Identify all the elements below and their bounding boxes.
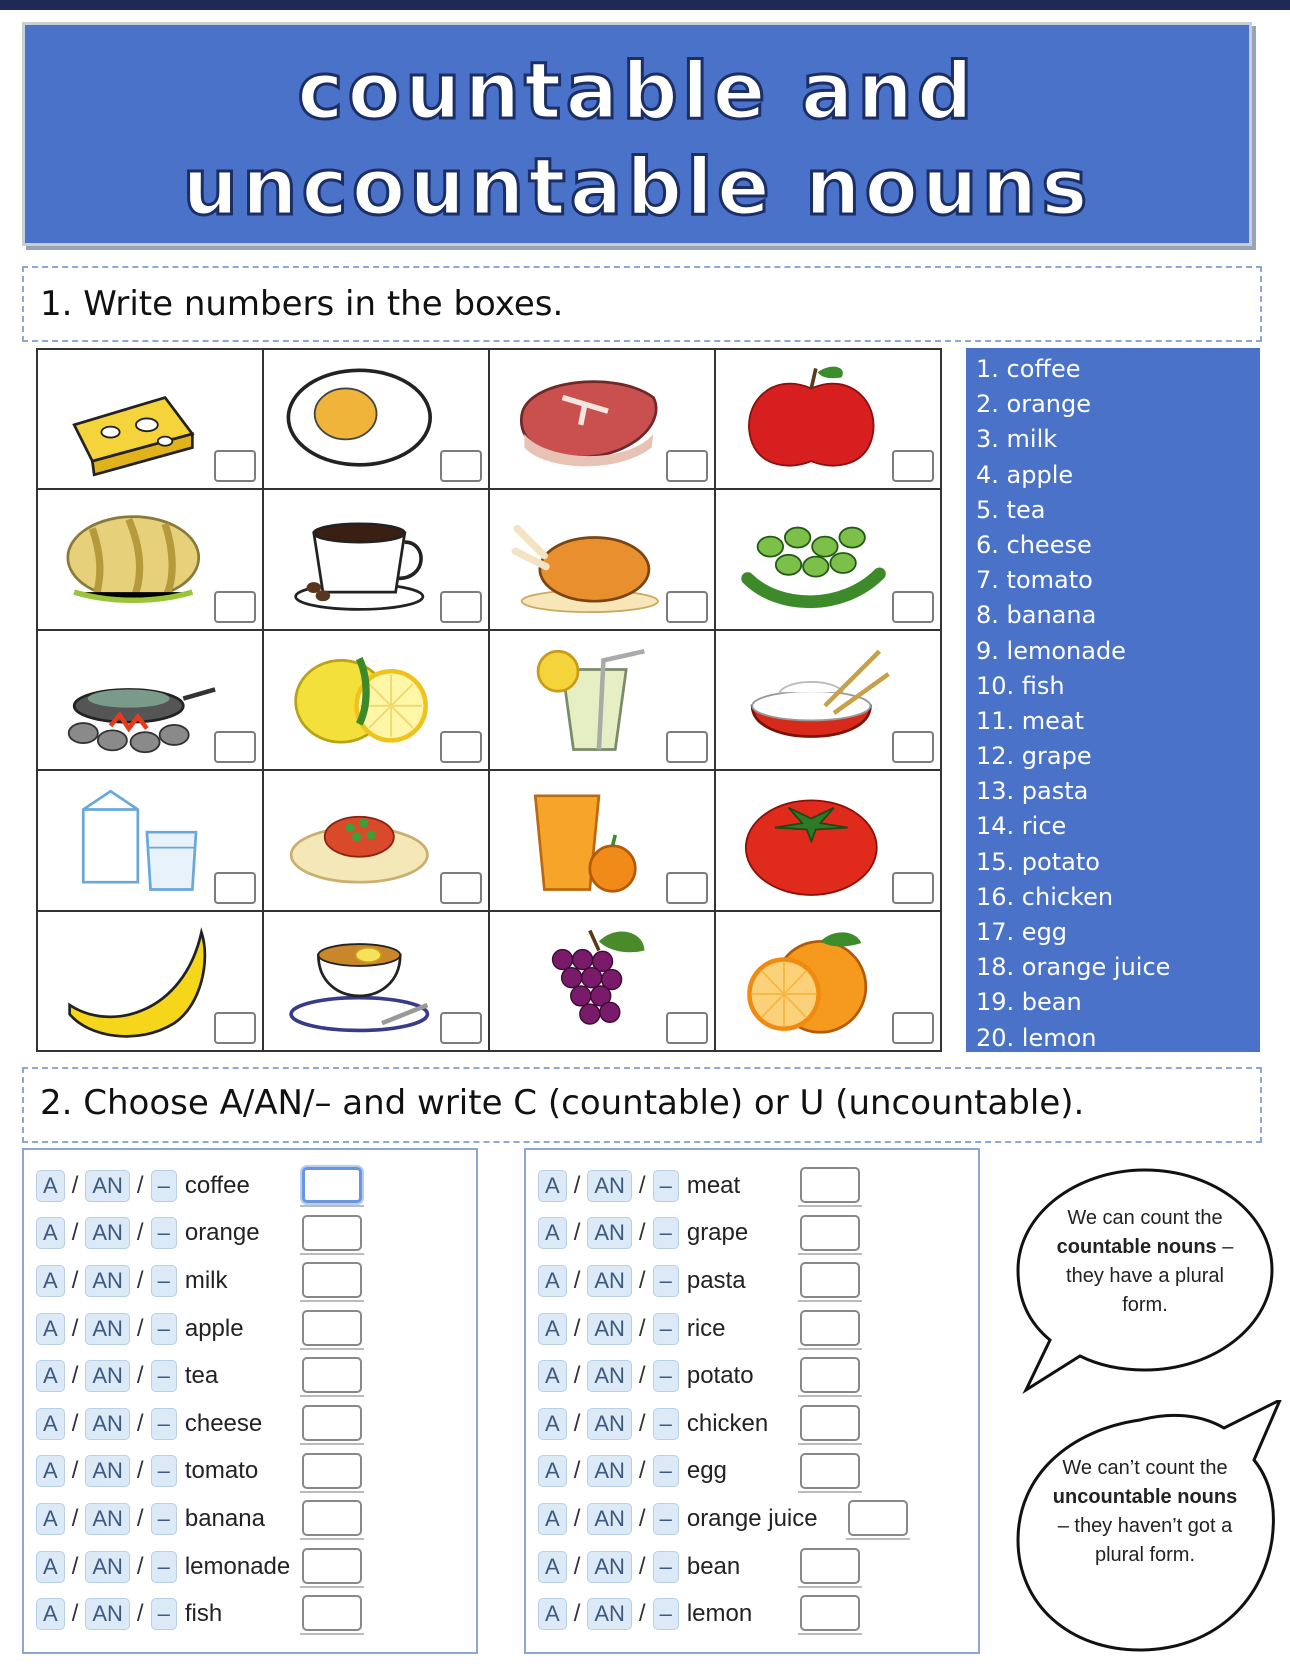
number-answer-box[interactable] [214, 450, 256, 482]
answer-underline [798, 1300, 862, 1302]
picture-cell [263, 630, 489, 770]
title-line-2: uncountable nouns [182, 143, 1092, 233]
choice-none-button[interactable]: – [151, 1217, 177, 1249]
chicken-picture [508, 498, 668, 618]
tomato-picture [734, 779, 894, 899]
separator: / [71, 1457, 79, 1485]
noun-label: milk [184, 1266, 228, 1294]
noun-label: pasta [686, 1266, 746, 1294]
choice-row [538, 1352, 978, 1400]
choice-none-button[interactable]: – [653, 1313, 679, 1345]
choice-an-button[interactable]: AN [85, 1598, 130, 1630]
number-answer-box[interactable] [892, 450, 934, 482]
word-list-item: 14. rice [976, 812, 1067, 841]
picture-cell [37, 489, 263, 629]
separator: / [638, 1219, 646, 1247]
picture-cell [489, 770, 715, 910]
choice-row [538, 1305, 978, 1353]
separator: / [638, 1171, 646, 1199]
picture-cell [37, 911, 263, 1051]
separator: / [136, 1314, 144, 1342]
separator: / [638, 1362, 646, 1390]
cu-answer-box[interactable] [302, 1262, 362, 1298]
choice-an-button[interactable]: AN [587, 1408, 632, 1440]
separator: / [71, 1409, 79, 1437]
word-list-item: 10. fish [976, 671, 1065, 700]
pasta-picture [282, 779, 442, 899]
choice-a-button[interactable]: A [36, 1598, 65, 1630]
answer-underline [300, 1586, 364, 1588]
answer-underline [798, 1395, 862, 1397]
choice-a-button[interactable]: A [36, 1313, 65, 1345]
number-answer-box[interactable] [214, 1012, 256, 1044]
choice-none-button[interactable]: – [151, 1598, 177, 1630]
number-answer-box[interactable] [666, 731, 708, 763]
choice-an-button[interactable]: AN [85, 1217, 130, 1249]
choice-a-button[interactable]: A [36, 1551, 65, 1583]
word-list-item: 5. tea [976, 495, 1046, 524]
word-list-item: 19. bean [976, 988, 1082, 1017]
separator: / [136, 1409, 144, 1437]
picture-cell [37, 349, 263, 489]
fish-picture [56, 639, 216, 759]
noun-label: tomato [184, 1457, 259, 1485]
noun-label: meat [686, 1171, 741, 1199]
word-list-item: 12. grape [976, 742, 1092, 771]
choice-none-button[interactable]: – [653, 1455, 679, 1487]
choice-row [538, 1448, 978, 1496]
separator: / [136, 1600, 144, 1628]
picture-cell [489, 489, 715, 629]
picture-cell [263, 349, 489, 489]
choice-an-button[interactable]: AN [85, 1360, 130, 1392]
picture-cell [37, 630, 263, 770]
separator: / [136, 1266, 144, 1294]
rice-picture [734, 639, 894, 759]
word-list-item: 6. cheese [976, 530, 1092, 559]
separator: / [136, 1504, 144, 1532]
word-list-item: 17. egg [976, 918, 1068, 946]
milk-picture [56, 779, 216, 899]
task-1-heading-box [22, 266, 1262, 342]
separator: / [136, 1457, 144, 1485]
number-answer-box[interactable] [892, 1012, 934, 1044]
choice-none-button[interactable]: – [151, 1455, 177, 1487]
choice-row [538, 1543, 978, 1591]
choice-a-button[interactable]: A [538, 1360, 567, 1392]
choice-an-button[interactable]: AN [587, 1598, 632, 1630]
choice-none-button[interactable]: – [653, 1170, 679, 1202]
noun-label: tea [184, 1362, 219, 1390]
orange-picture [734, 920, 894, 1040]
uncountable-speech-bubble [1010, 1400, 1286, 1670]
answer-underline [300, 1205, 364, 1207]
word-list-item: 3. milk [976, 425, 1058, 454]
cu-answer-box[interactable] [800, 1548, 860, 1584]
cu-answer-box[interactable] [302, 1167, 362, 1203]
noun-label: bean [686, 1552, 741, 1580]
picture-cell [715, 911, 941, 1051]
picture-cell [715, 630, 941, 770]
separator: / [573, 1219, 581, 1247]
choice-row [538, 1257, 978, 1305]
choice-a-button[interactable]: A [36, 1503, 65, 1535]
answer-underline [300, 1491, 364, 1493]
answer-underline [798, 1633, 862, 1635]
picture-cell [37, 770, 263, 910]
separator: / [638, 1504, 646, 1532]
number-answer-box[interactable] [666, 450, 708, 482]
choice-a-button[interactable]: A [36, 1217, 65, 1249]
number-answer-box[interactable] [892, 731, 934, 763]
answer-underline [846, 1538, 910, 1540]
choice-a-button[interactable]: A [538, 1170, 567, 1202]
answer-underline [300, 1348, 364, 1350]
word-list-item: 20. lemon [976, 1023, 1097, 1052]
separator: / [573, 1314, 581, 1342]
answer-underline [300, 1443, 364, 1445]
separator: / [71, 1171, 79, 1199]
picture-grid [36, 348, 942, 1052]
choice-none-button[interactable]: – [151, 1551, 177, 1583]
choice-a-button[interactable]: A [538, 1313, 567, 1345]
choice-row [36, 1448, 476, 1496]
separator: / [573, 1266, 581, 1294]
cu-answer-box[interactable] [848, 1500, 908, 1536]
choice-an-button[interactable]: AN [587, 1360, 632, 1392]
separator: / [638, 1457, 646, 1485]
number-answer-box[interactable] [440, 872, 482, 904]
separator: / [638, 1266, 646, 1294]
cu-answer-box[interactable] [302, 1357, 362, 1393]
choice-row [36, 1257, 476, 1305]
noun-label: grape [686, 1219, 749, 1247]
picture-cell [489, 630, 715, 770]
choice-row [538, 1590, 978, 1638]
choice-row [538, 1162, 978, 1210]
separator: / [573, 1504, 581, 1532]
choice-none-button[interactable]: – [653, 1551, 679, 1583]
separator: / [136, 1219, 144, 1247]
word-list-item: 11. meat [976, 706, 1085, 735]
word-list-item: 15. potato [976, 847, 1100, 876]
choice-row [36, 1162, 476, 1210]
choice-row [36, 1495, 476, 1543]
noun-label: chicken [686, 1409, 769, 1437]
choice-an-button[interactable]: AN [85, 1170, 130, 1202]
separator: / [71, 1266, 79, 1294]
noun-label: orange [184, 1219, 260, 1247]
tea-picture [282, 920, 442, 1040]
picture-cell [715, 770, 941, 910]
answer-underline [798, 1586, 862, 1588]
cu-answer-box[interactable] [800, 1453, 860, 1489]
choice-row [36, 1543, 476, 1591]
choice-a-button[interactable]: A [36, 1455, 65, 1487]
cu-answer-box[interactable] [800, 1357, 860, 1393]
choice-row [36, 1210, 476, 1258]
choice-a-button[interactable]: A [538, 1598, 567, 1630]
meat-picture [508, 358, 668, 478]
choice-a-button[interactable]: A [538, 1265, 567, 1297]
choice-a-button[interactable]: A [36, 1265, 65, 1297]
separator: / [573, 1552, 581, 1580]
choice-row [36, 1305, 476, 1353]
noun-label: apple [184, 1314, 244, 1342]
banana-picture [56, 920, 216, 1040]
cu-answer-box[interactable] [800, 1595, 860, 1631]
noun-label: fish [184, 1600, 223, 1628]
choice-an-button[interactable]: AN [587, 1551, 632, 1583]
title-line-1: countable and [297, 47, 977, 137]
egg-picture [282, 358, 442, 478]
picture-cell [263, 911, 489, 1051]
task-2-heading: 2. Choose A/AN/– and write C (countable) or U (uncountable). [40, 1083, 1085, 1123]
choice-a-button[interactable]: A [538, 1455, 567, 1487]
separator: / [71, 1219, 79, 1247]
countable-bubble-text: We can count the countable nouns – they have a plural form. [1056, 1207, 1234, 1316]
choice-an-button[interactable]: AN [587, 1503, 632, 1535]
separator: / [71, 1314, 79, 1342]
number-answer-box[interactable] [214, 872, 256, 904]
lemonade-picture [508, 639, 668, 759]
choice-none-button[interactable]: – [151, 1360, 177, 1392]
picture-cell [263, 489, 489, 629]
separator: / [71, 1362, 79, 1390]
choice-none-button[interactable]: – [653, 1503, 679, 1535]
choice-row [36, 1352, 476, 1400]
cu-answer-box[interactable] [800, 1405, 860, 1441]
coffee-picture [282, 498, 442, 618]
separator: / [136, 1362, 144, 1390]
choice-none-button[interactable]: – [653, 1265, 679, 1297]
answer-underline [798, 1491, 862, 1493]
separator: / [71, 1600, 79, 1628]
choice-an-button[interactable]: AN [587, 1265, 632, 1297]
word-list [966, 348, 1260, 1052]
choice-none-button[interactable]: – [151, 1265, 177, 1297]
answer-underline [798, 1443, 862, 1445]
separator: / [573, 1409, 581, 1437]
noun-label: rice [686, 1314, 726, 1342]
lemon-picture [282, 639, 442, 759]
uncountable-bubble-text: We can’t count the uncountable nouns – they haven’t got a plural form. [1052, 1457, 1238, 1566]
separator: / [638, 1600, 646, 1628]
word-list-item: 1. coffee [976, 355, 1081, 383]
separator: / [71, 1552, 79, 1580]
number-answer-box[interactable] [892, 872, 934, 904]
choice-none-button[interactable]: – [151, 1170, 177, 1202]
separator: / [573, 1457, 581, 1485]
cu-answer-box[interactable] [302, 1548, 362, 1584]
number-answer-box[interactable] [440, 731, 482, 763]
choice-none-button[interactable]: – [653, 1217, 679, 1249]
choice-none-button[interactable]: – [151, 1503, 177, 1535]
choice-an-button[interactable]: AN [587, 1217, 632, 1249]
choice-none-button[interactable]: – [653, 1408, 679, 1440]
choice-row [538, 1495, 978, 1543]
grape-picture [508, 920, 668, 1040]
choice-none-button[interactable]: – [653, 1598, 679, 1630]
word-list-item: 16. chicken [976, 882, 1114, 911]
answer-underline [798, 1348, 862, 1350]
cu-answer-box[interactable] [302, 1500, 362, 1536]
number-answer-box[interactable] [666, 872, 708, 904]
picture-cell [715, 349, 941, 489]
noun-label: lemonade [184, 1552, 291, 1580]
choice-row [36, 1590, 476, 1638]
separator: / [573, 1171, 581, 1199]
number-answer-box[interactable] [666, 591, 708, 623]
choice-an-button[interactable]: AN [587, 1313, 632, 1345]
separator: / [71, 1504, 79, 1532]
orange-juice-picture [508, 779, 668, 899]
cu-answer-box[interactable] [800, 1310, 860, 1346]
separator: / [638, 1409, 646, 1437]
number-answer-box[interactable] [440, 591, 482, 623]
choice-an-button[interactable]: AN [587, 1170, 632, 1202]
separator: / [573, 1362, 581, 1390]
bean-picture [734, 498, 894, 618]
top-border [0, 0, 1290, 10]
choice-an-button[interactable]: AN [85, 1265, 130, 1297]
choice-a-button[interactable]: A [538, 1503, 567, 1535]
task-1-heading: 1. Write numbers in the boxes. [40, 284, 564, 324]
choice-an-button[interactable]: AN [85, 1313, 130, 1345]
noun-label: egg [686, 1457, 727, 1485]
choice-an-button[interactable]: AN [85, 1551, 130, 1583]
separator: / [573, 1600, 581, 1628]
choice-none-button[interactable]: – [653, 1360, 679, 1392]
noun-label: orange juice [686, 1504, 818, 1532]
cu-answer-box[interactable] [800, 1215, 860, 1251]
number-answer-box[interactable] [214, 591, 256, 623]
choice-row [538, 1400, 978, 1448]
answer-underline [798, 1253, 862, 1255]
noun-label: banana [184, 1504, 265, 1532]
cu-answer-box[interactable] [302, 1310, 362, 1346]
number-answer-box[interactable] [440, 1012, 482, 1044]
cheese-picture [56, 358, 216, 478]
cu-answer-box[interactable] [302, 1595, 362, 1631]
number-answer-box[interactable] [440, 450, 482, 482]
potato-picture [56, 498, 216, 618]
choice-a-button[interactable]: A [36, 1170, 65, 1202]
picture-cell [263, 770, 489, 910]
title-banner [22, 22, 1252, 246]
choice-a-button[interactable]: A [538, 1217, 567, 1249]
choice-a-button[interactable]: A [538, 1408, 567, 1440]
answer-underline [798, 1205, 862, 1207]
number-answer-box[interactable] [214, 731, 256, 763]
task-2-heading-box [22, 1067, 1262, 1143]
choice-none-button[interactable]: – [151, 1313, 177, 1345]
choice-row [36, 1400, 476, 1448]
choice-column-right [524, 1148, 980, 1654]
cu-answer-box[interactable] [800, 1262, 860, 1298]
choice-a-button[interactable]: A [36, 1408, 65, 1440]
countable-speech-bubble [1010, 1160, 1280, 1400]
answer-underline [300, 1395, 364, 1397]
choice-none-button[interactable]: – [151, 1408, 177, 1440]
cu-answer-box[interactable] [800, 1167, 860, 1203]
number-answer-box[interactable] [666, 1012, 708, 1044]
word-list-item: 4. apple [976, 460, 1074, 489]
cu-answer-box[interactable] [302, 1405, 362, 1441]
answer-underline [300, 1300, 364, 1302]
separator: / [136, 1171, 144, 1199]
separator: / [638, 1552, 646, 1580]
apple-picture [734, 358, 894, 478]
separator: / [638, 1314, 646, 1342]
answer-underline [300, 1538, 364, 1540]
word-list-item: 2. orange [976, 390, 1091, 419]
choice-an-button[interactable]: AN [85, 1455, 130, 1487]
picture-cell [489, 349, 715, 489]
noun-label: cheese [184, 1409, 263, 1437]
word-list-item: 9. lemonade [976, 636, 1126, 665]
choice-an-button[interactable]: AN [85, 1408, 130, 1440]
answer-underline [300, 1253, 364, 1255]
cu-answer-box[interactable] [302, 1215, 362, 1251]
cu-answer-box[interactable] [302, 1453, 362, 1489]
choice-column-left [22, 1148, 478, 1654]
word-list-item: 13. pasta [976, 777, 1089, 806]
separator: / [136, 1552, 144, 1580]
choice-a-button[interactable]: A [538, 1551, 567, 1583]
choice-row [538, 1210, 978, 1258]
answer-underline [300, 1633, 364, 1635]
choice-an-button[interactable]: AN [587, 1455, 632, 1487]
choice-an-button[interactable]: AN [85, 1503, 130, 1535]
word-list-item: 7. tomato [976, 566, 1093, 595]
word-list-item: 8. banana [976, 601, 1097, 630]
word-list-item: 18. orange juice [976, 953, 1171, 982]
choice-a-button[interactable]: A [36, 1360, 65, 1392]
picture-cell [489, 911, 715, 1051]
picture-cell [715, 489, 941, 629]
noun-label: potato [686, 1362, 754, 1390]
number-answer-box[interactable] [892, 591, 934, 623]
noun-label: lemon [686, 1600, 753, 1628]
noun-label: coffee [184, 1171, 250, 1199]
